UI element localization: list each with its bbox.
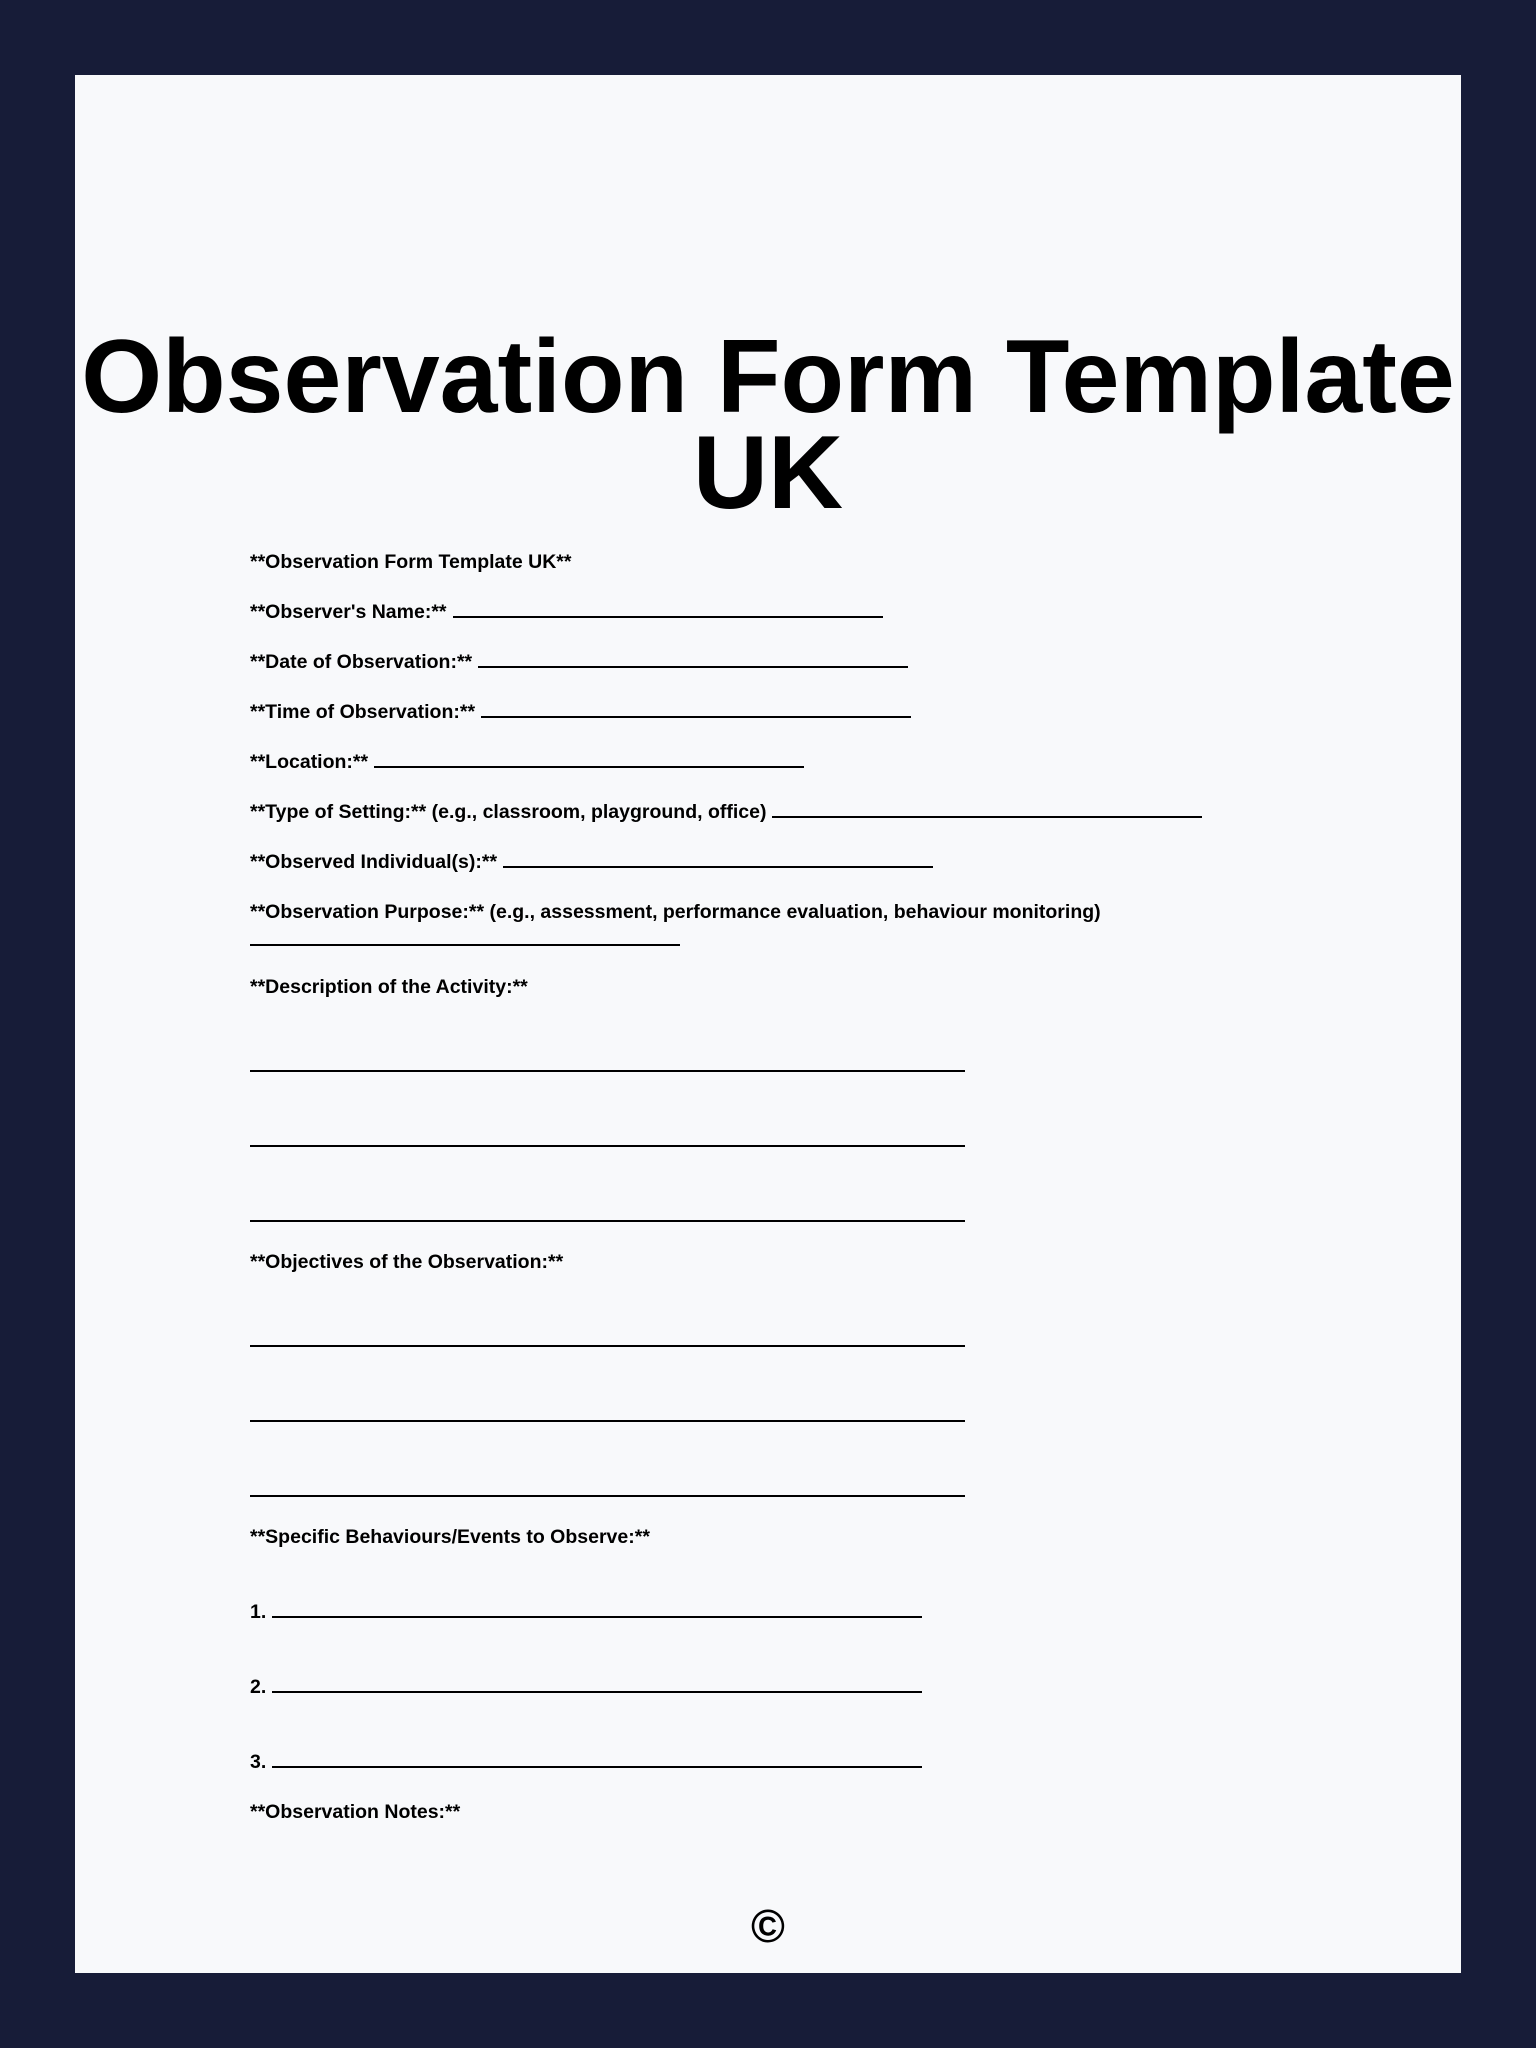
objectives-line-3[interactable]: [250, 1495, 965, 1497]
document-page: [75, 75, 1461, 1973]
time-field: [250, 700, 911, 724]
notes-label: **Observation Notes:**: [250, 1801, 461, 1823]
objectives-line-2[interactable]: [250, 1420, 965, 1422]
setting-label: **Type of Setting:** (e.g., classroom, playground, office): [250, 801, 767, 823]
individuals-field: [250, 850, 933, 874]
behaviours-label: **Specific Behaviours/Events to Observe:**: [250, 1526, 650, 1548]
observer-name-field: [250, 600, 883, 624]
description-label: **Description of the Activity:**: [250, 976, 528, 998]
item-number-3: 3.: [250, 1751, 267, 1773]
individuals-label: **Observed Individual(s):**: [250, 851, 498, 873]
behaviour-item-1: [250, 1600, 922, 1624]
observer-name-label: **Observer's Name:**: [250, 601, 447, 623]
behaviour-blank-3[interactable]: [272, 1765, 922, 1768]
purpose-label: **Observation Purpose:** (e.g., assessment, performance evaluation, behaviour monitoring): [250, 901, 1101, 923]
individuals-blank[interactable]: [503, 865, 933, 868]
item-number-1: 1.: [250, 1601, 267, 1623]
location-label: **Location:**: [250, 751, 369, 773]
date-label: **Date of Observation:**: [250, 651, 473, 673]
time-label: **Time of Observation:**: [250, 701, 476, 723]
date-field: [250, 650, 908, 674]
form-heading: **Observation Form Template UK**: [250, 551, 572, 573]
document-title: Observation Form Template UK: [81, 319, 1455, 531]
observer-name-blank[interactable]: [453, 615, 883, 618]
description-line-2[interactable]: [250, 1145, 965, 1147]
behaviour-blank-1[interactable]: [272, 1615, 922, 1618]
setting-field: [250, 800, 1202, 824]
behaviour-item-2: [250, 1675, 922, 1699]
date-blank[interactable]: [478, 665, 908, 668]
behaviour-blank-2[interactable]: [272, 1690, 922, 1693]
behaviour-item-3: [250, 1750, 922, 1774]
item-number-2: 2.: [250, 1676, 267, 1698]
purpose-blank[interactable]: [250, 944, 680, 946]
setting-blank[interactable]: [772, 815, 1202, 818]
description-line-1[interactable]: [250, 1070, 965, 1072]
objectives-label: **Objectives of the Observation:**: [250, 1251, 564, 1273]
objectives-line-1[interactable]: [250, 1345, 965, 1347]
location-blank[interactable]: [374, 765, 804, 768]
location-field: [250, 750, 804, 774]
copyright-icon: ©: [751, 1900, 785, 1952]
description-line-3[interactable]: [250, 1220, 965, 1222]
time-blank[interactable]: [481, 715, 911, 718]
